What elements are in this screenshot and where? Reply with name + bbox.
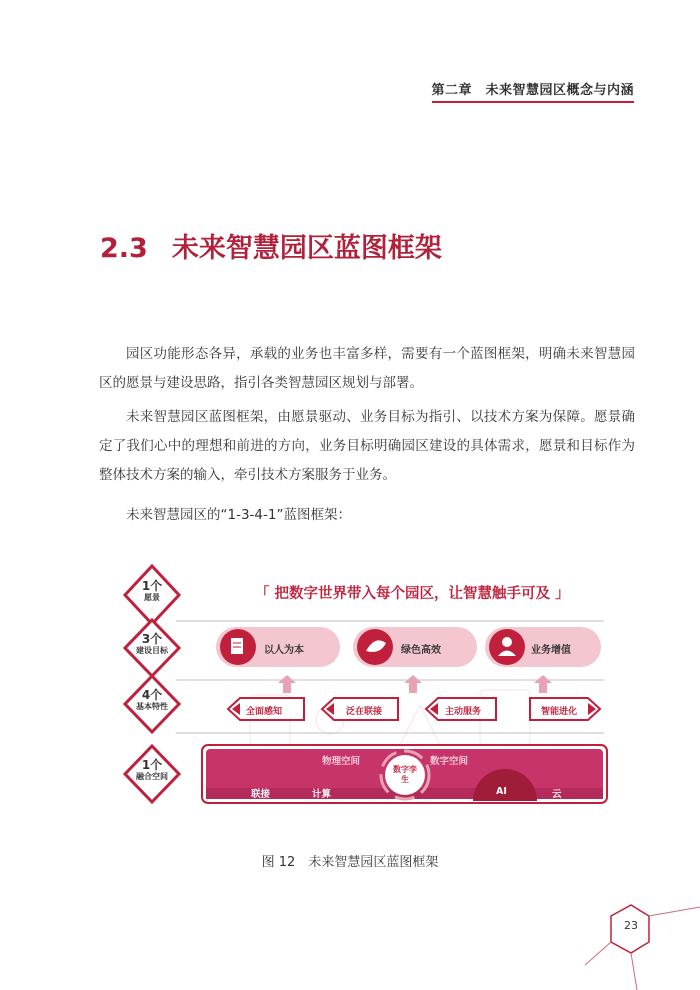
foundation-compute: 计算 xyxy=(312,789,332,800)
feature-intelligent-evolution: 智能进化 xyxy=(541,707,578,717)
goal-green-efficient: 绿色高效 xyxy=(401,645,441,656)
digital-space-label: 数字空间 xyxy=(430,756,469,767)
paragraph-1: 园区功能形态各异，承载的业务也丰富多样，需要有一个蓝图框架，明确未来智慧园区的愿景与建设思路，指引各类智慧园区规划与部署。 xyxy=(99,346,635,391)
figure-caption: 图 12 未来智慧园区蓝图框架 xyxy=(261,855,439,870)
page-number: 23 xyxy=(624,919,638,932)
row-label-features: 4个 基本特性 xyxy=(136,688,168,711)
feature-perception: 全面感知 xyxy=(246,707,283,717)
foundation-connection: 联接 xyxy=(251,789,271,800)
paragraph-3: 未来智慧园区的“1-3-4-1”蓝图框架： xyxy=(126,507,351,523)
paragraph-2: 未来智慧园区蓝图框架，由愿景驱动、业务目标为指引、以技术方案为保障。愿景确定了我们心中的理想和前进的方向，业务目标明确园区建设的具体需求，愿景和目标作为整体技术方案的输入，牵引技术方案服务于业务。 xyxy=(99,409,635,483)
row-label-space: 1个 融合空间 xyxy=(136,758,168,781)
physical-space-label: 物理空间 xyxy=(322,756,361,767)
foundation-cloud: 云 xyxy=(552,789,562,800)
section-number: 2.3 xyxy=(100,233,148,264)
goal-business-value: 业务增值 xyxy=(531,645,571,656)
page-corner-decoration xyxy=(585,895,700,990)
goal-people-oriented: 以人为本 xyxy=(264,645,304,656)
digital-twin-label: 数字孪生 xyxy=(393,765,417,784)
chapter-header: 第二章 未来智慧园区概念与内涵 xyxy=(431,83,634,98)
feature-connectivity: 泛在联接 xyxy=(346,707,383,717)
row-label-goals: 3个 建设目标 xyxy=(136,632,168,655)
section-title xyxy=(100,226,442,265)
header-rule xyxy=(432,101,634,103)
section-title-text: 未来智慧园区蓝图框架 xyxy=(171,233,442,264)
foundation-ai: AI xyxy=(496,786,507,797)
blueprint-diagram xyxy=(0,555,700,845)
feature-active-service: 主动服务 xyxy=(445,707,482,717)
row-label-vision: 1个 愿景 xyxy=(141,579,163,602)
vision-slogan: 「 把数字世界带入每个园区，让智慧触手可及 」 xyxy=(255,586,570,602)
